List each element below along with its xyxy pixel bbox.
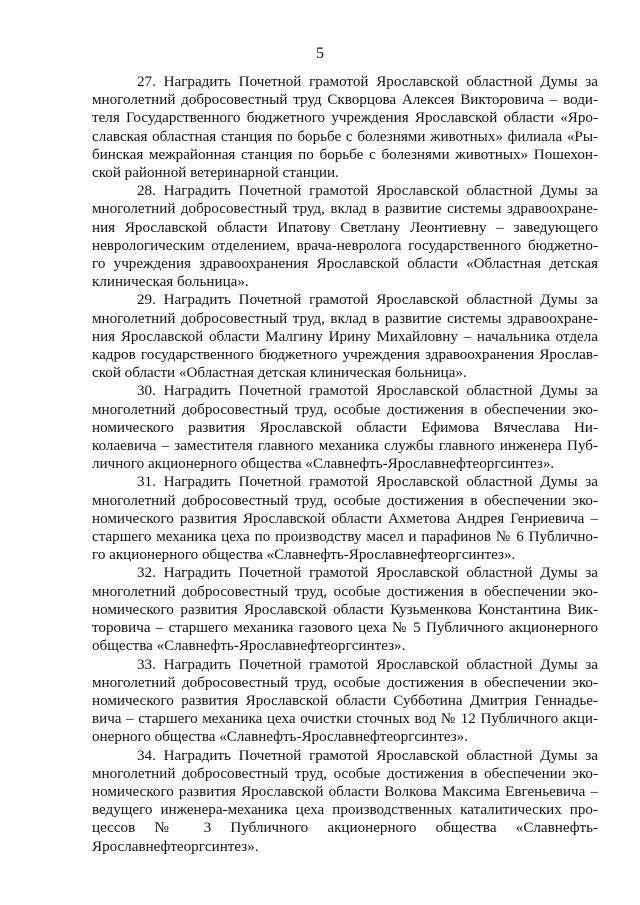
paragraph (92, 747, 598, 856)
paragraph-line: теля Государственного бюджетного учреждения Ярославской области «Яро- (92, 110, 598, 127)
paragraph-line: многолетний добросовестный труд Скворцова Алексея Викторовича – води- (92, 92, 598, 109)
paragraph-line: 34. Наградить Почетной грамотой Ярославской областной Думы за (137, 747, 598, 764)
paragraph-line: онерного общества «Славнефть-Ярославнефтеоргсинтез». (92, 729, 469, 746)
paragraph-line: 31. Наградить Почетной грамотой Ярославской областной Думы за (137, 474, 598, 491)
paragraph-line: 27. Наградить Почетной грамотой Ярославской областной Думы за (137, 74, 598, 90)
paragraph-line: многолетний добросовестный труд, вклад в развитие системы здравоохране- (92, 310, 598, 327)
paragraph-line: многолетний добросовестный труд, особые достижения в обеспечении эко- (92, 674, 598, 691)
paragraph-line: 33. Наградить Почетной грамотой Ярославской областной Думы за (137, 656, 598, 673)
paragraph-line: 29. Наградить Почетной грамотой Ярославской областной Думы за (137, 292, 598, 309)
paragraph-line: многолетний добросовестный труд, особые достижения в обеспечении эко- (92, 765, 598, 782)
paragraph (92, 73, 598, 182)
paragraph-line: ведущего инженера-механика цеха производственных каталитических про- (92, 802, 598, 819)
paragraph-line: общества «Славнефть-Ярославнефтеоргсинтез». (92, 638, 406, 655)
paragraph-line: славская областная станция по борьбе с болезнями животных» филиала «Ры- (92, 128, 598, 145)
paragraph-line: личного акционерного общества «Славнефть-Ярославнефтеоргсинтез». (92, 456, 555, 473)
paragraph-line: 32. Наградить Почетной грамотой Ярославской областной Думы за (137, 565, 598, 582)
paragraph-line: ния Ярославской области Малгину Ирину Михайловну – начальника отдела (92, 328, 598, 345)
paragraph-line: номического развития Ярославской области Ахметова Андрея Генриевича – (92, 510, 598, 527)
paragraph (92, 564, 598, 655)
paragraph-line: номического развития Ярославской области Волкова Максима Евгеньевича – (92, 783, 598, 800)
paragraph-line: клиническая больница». (92, 274, 249, 291)
paragraph (92, 382, 598, 473)
paragraph-line: многолетний добросовестный труд, особые достижения в обеспечении эко- (92, 401, 598, 418)
paragraph-line: многолетний добросовестный труд, вклад в развитие системы здравоохране- (92, 201, 598, 218)
paragraph-line: го учреждения здравоохранения Ярославской области «Областная детская (92, 256, 598, 273)
paragraph-line: цессов № 3 Публичного акционерного общества «Славнефть- (92, 820, 598, 837)
paragraph (92, 473, 598, 564)
paragraph-line: го акционерного общества «Славнефть-Ярославнефтеоргсинтез». (92, 547, 516, 564)
paragraph-line: бинская межрайонная станция по борьбе с болезнями животных» Пошехон- (92, 146, 598, 163)
paragraph-line: 28. Наградить Почетной грамотой Ярославской областной Думы за (137, 183, 598, 200)
paragraph-line: неврологическим отделением, врача-невролога государственного бюджетно- (92, 237, 598, 254)
paragraph-line: ской районной ветеринарной станции. (92, 165, 339, 182)
paragraph-line: номического развития Ярославской области Ефимова Вячеслава Ни- (92, 419, 598, 436)
paragraph (92, 656, 598, 747)
paragraph-line: ской области «Областная детская клиническая больница». (92, 365, 467, 382)
paragraph-line: многолетний добросовестный труд, особые достижения в обеспечении эко- (92, 583, 598, 600)
document-body (92, 73, 598, 856)
paragraph-line: номического развития Ярославской области Кузьменкова Константина Вик- (92, 601, 598, 618)
paragraph-line: ния Ярославской области Ипатову Светлану Леонтиевну – заведующего (92, 219, 598, 236)
paragraph (92, 291, 598, 382)
paragraph-line: многолетний добросовестный труд, особые достижения в обеспечении эко- (92, 492, 598, 509)
paragraph-line: Ярославнефтеоргсинтез». (92, 838, 259, 855)
page-number: 5 (316, 45, 324, 62)
paragraph-line: торовича – старшего механика газового цеха № 5 Публичного акционерного (92, 620, 598, 637)
paragraph-line: номического развития Ярославской области Субботина Дмитрия Геннадье- (92, 692, 598, 709)
paragraph-line: старшего механика цеха по производству масел и парафинов № 6 Публично- (92, 529, 598, 546)
paragraph-line: колаевича – заместителя главного механика службы главного инженера Пуб- (92, 438, 598, 455)
paragraph-line: 30. Наградить Почетной грамотой Ярославской областной Думы за (137, 383, 598, 400)
paragraph-line: вича – старшего механика цеха очистки сточных вод № 12 Публичного акци- (92, 711, 598, 728)
paragraph (92, 182, 598, 291)
paragraph-line: кадров государственного бюджетного учреждения здравоохранения Ярослав- (92, 347, 598, 364)
